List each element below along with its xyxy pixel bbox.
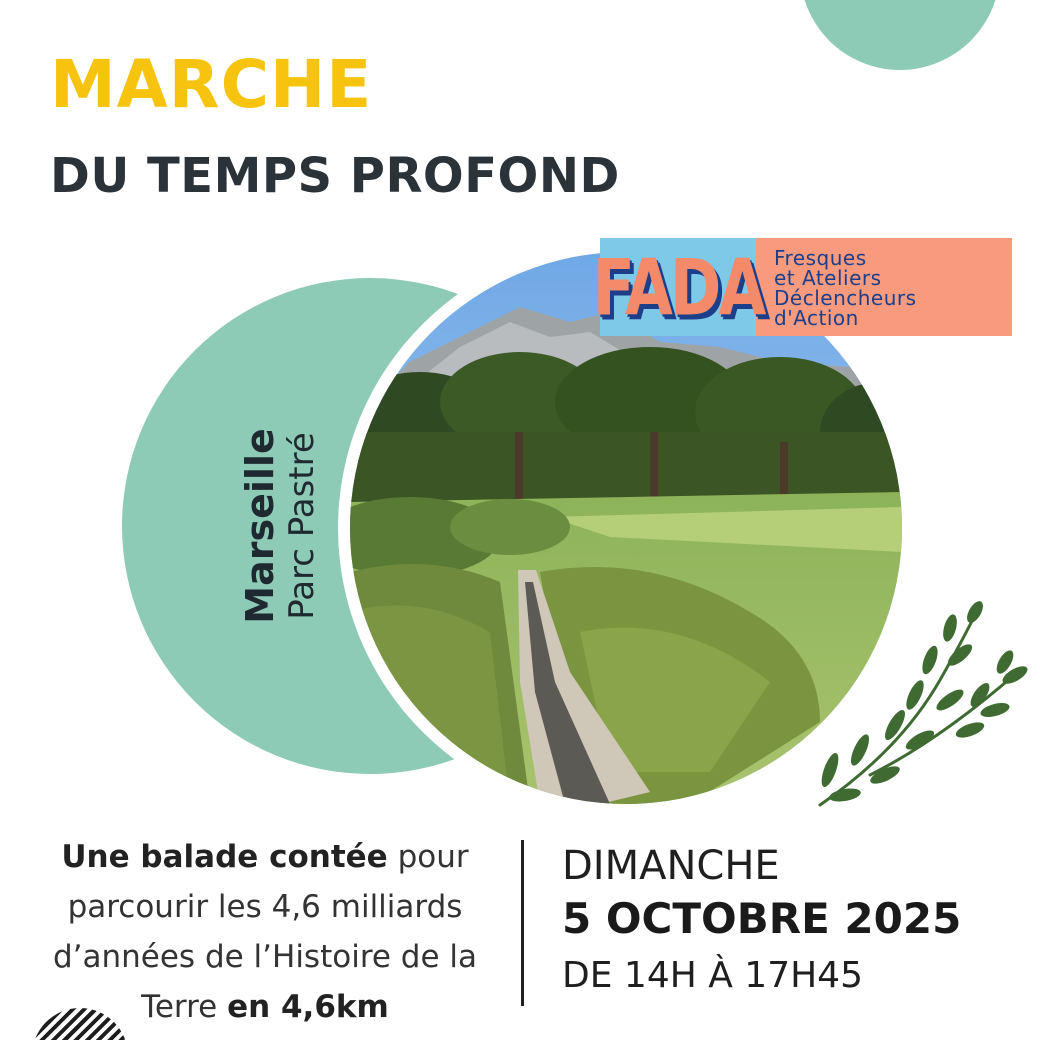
- decorative-top-circle: [800, 0, 1000, 70]
- fada-badge: [592, 238, 1012, 336]
- fada-tagline-line1: Fresques: [774, 246, 867, 270]
- event-date-block: [562, 842, 961, 1004]
- fada-tagline-line2: et Ateliers: [774, 266, 882, 290]
- description-bold-1: Une balade contée: [61, 839, 388, 875]
- event-hours: DE 14H À 17H45: [562, 955, 863, 996]
- fada-tagline: [756, 238, 1012, 336]
- leaf-branch-icon: [800, 600, 1040, 820]
- location-city: Marseille: [238, 428, 282, 624]
- event-description: [30, 832, 500, 1032]
- location-label: [238, 428, 322, 623]
- fada-logo: FADA: [592, 241, 764, 333]
- description-bold-2: en 4,6km: [227, 989, 389, 1025]
- event-day: DIMANCHE: [562, 843, 780, 889]
- description-text: pour parcourir les 4,6 milliards d’années de l’Histoire de la Terre: [52, 839, 478, 1025]
- location-park: Parc Pastré: [282, 432, 322, 620]
- fada-tagline-line4: d'Action: [774, 306, 859, 330]
- vertical-divider: [521, 840, 524, 1006]
- fada-tagline-line3: Déclencheurs: [774, 286, 917, 310]
- title-marche: MARCHE: [50, 46, 373, 123]
- fada-logo-panel: [592, 238, 764, 336]
- title-subtitle: DU TEMPS PROFOND: [50, 148, 620, 204]
- event-date: 5 OCTOBRE 2025: [562, 894, 962, 943]
